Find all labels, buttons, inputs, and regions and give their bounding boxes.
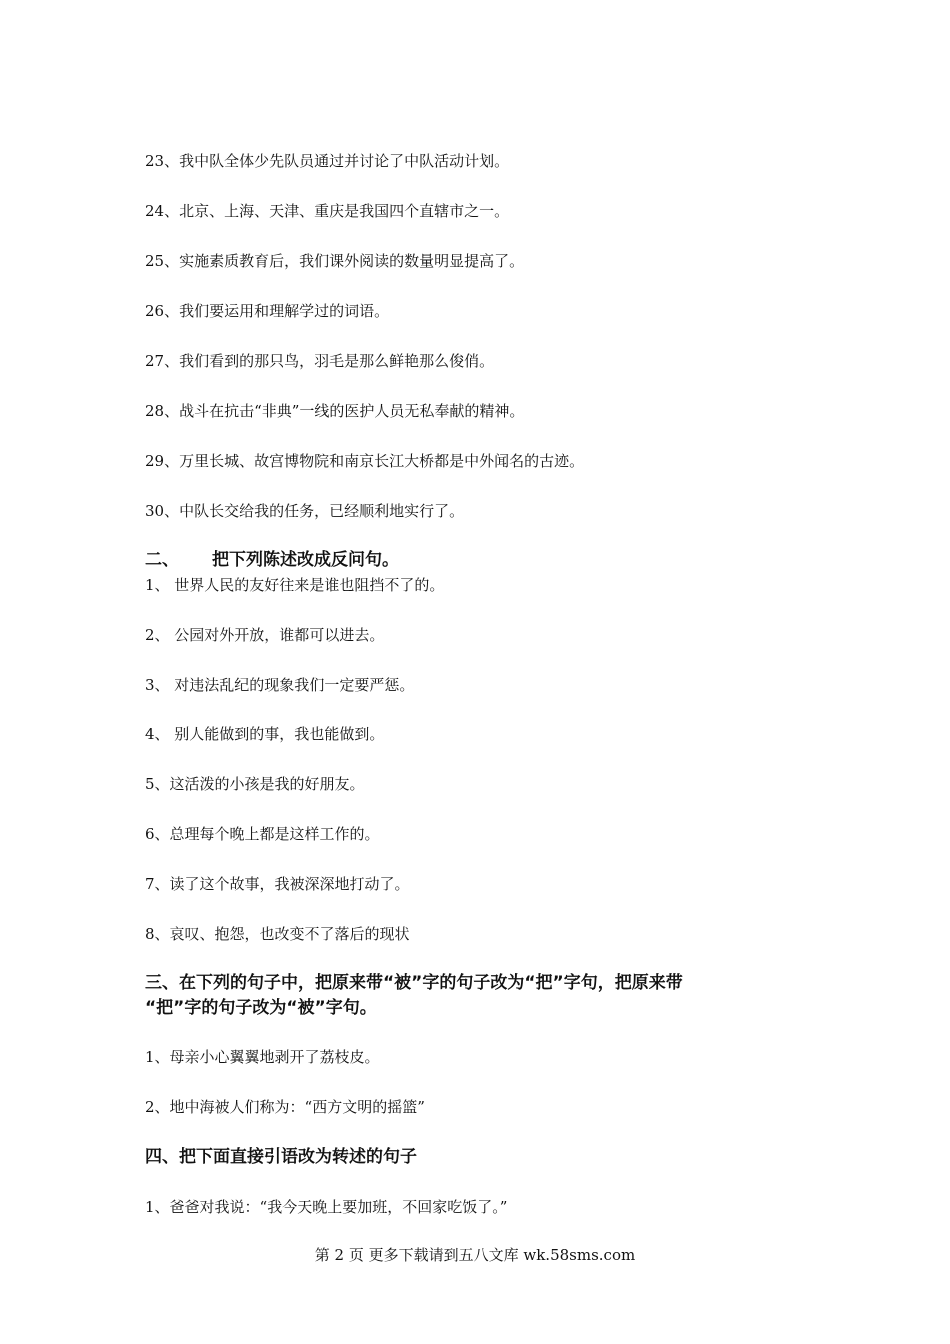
section-3-heading-line-1: 三、在下列的句子中，把原来带“被”字的句子改为“把”字句，把原来带: [145, 973, 683, 993]
sentence-30: 30、中队长交给我的任务，已经顺利地实行了。: [145, 502, 465, 520]
section-2-item-3: 3、 对违法乱纪的现象我们一定要严惩。: [145, 676, 415, 694]
section-2-item-7: 7、读了这个故事，我被深深地打动了。: [145, 875, 410, 893]
section-3-item-2: 2、地中海被人们称为：“西方文明的摇篮”: [145, 1098, 425, 1116]
section-2-number: 二、: [145, 550, 179, 570]
section-2-item-5: 5、这活泼的小孩是我的好朋友。: [145, 775, 365, 793]
sentence-23: 23、我中队全体少先队员通过并讨论了中队活动计划。: [145, 152, 510, 170]
section-2-title: 把下列陈述改成反问句。: [212, 550, 399, 570]
page-footer: 第 2 页 更多下载请到五八文库 wk.58sms.com: [314, 1246, 636, 1264]
section-2-item-8: 8、哀叹、抱怨，也改变不了落后的现状: [145, 925, 410, 943]
section-2-item-1: 1、 世界人民的友好往来是谁也阻挡不了的。: [145, 576, 445, 594]
section-2-item-2: 2、 公园对外开放，谁都可以进去。: [145, 626, 385, 644]
section-2-item-6: 6、总理每个晚上都是这样工作的。: [145, 825, 380, 843]
sentence-26: 26、我们要运用和理解学过的词语。: [145, 302, 390, 320]
section-3-item-1: 1、母亲小心翼翼地剥开了荔枝皮。: [145, 1048, 380, 1066]
section-2-item-4: 4、 别人能做到的事，我也能做到。: [145, 725, 385, 743]
sentence-28: 28、战斗在抗击“非典”一线的医护人员无私奉献的精神。: [145, 402, 525, 420]
sentence-29: 29、万里长城、故宫博物院和南京长江大桥都是中外闻名的古迹。: [145, 452, 585, 470]
section-4-heading: 四、把下面直接引语改为转述的句子: [145, 1147, 417, 1167]
section-4-item-1: 1、爸爸对我说：“我今天晚上要加班，不回家吃饭了。”: [145, 1198, 508, 1216]
sentence-24: 24、北京、上海、天津、重庆是我国四个直辖市之一。: [145, 202, 510, 220]
section-3-heading-line-2: “把”字的句子改为“被”字句。: [145, 998, 377, 1018]
sentence-25: 25、实施素质教育后，我们课外阅读的数量明显提高了。: [145, 252, 525, 270]
sentence-27: 27、我们看到的那只鸟，羽毛是那么鲜艳那么俊俏。: [145, 352, 495, 370]
section-2-heading: [145, 548, 399, 572]
